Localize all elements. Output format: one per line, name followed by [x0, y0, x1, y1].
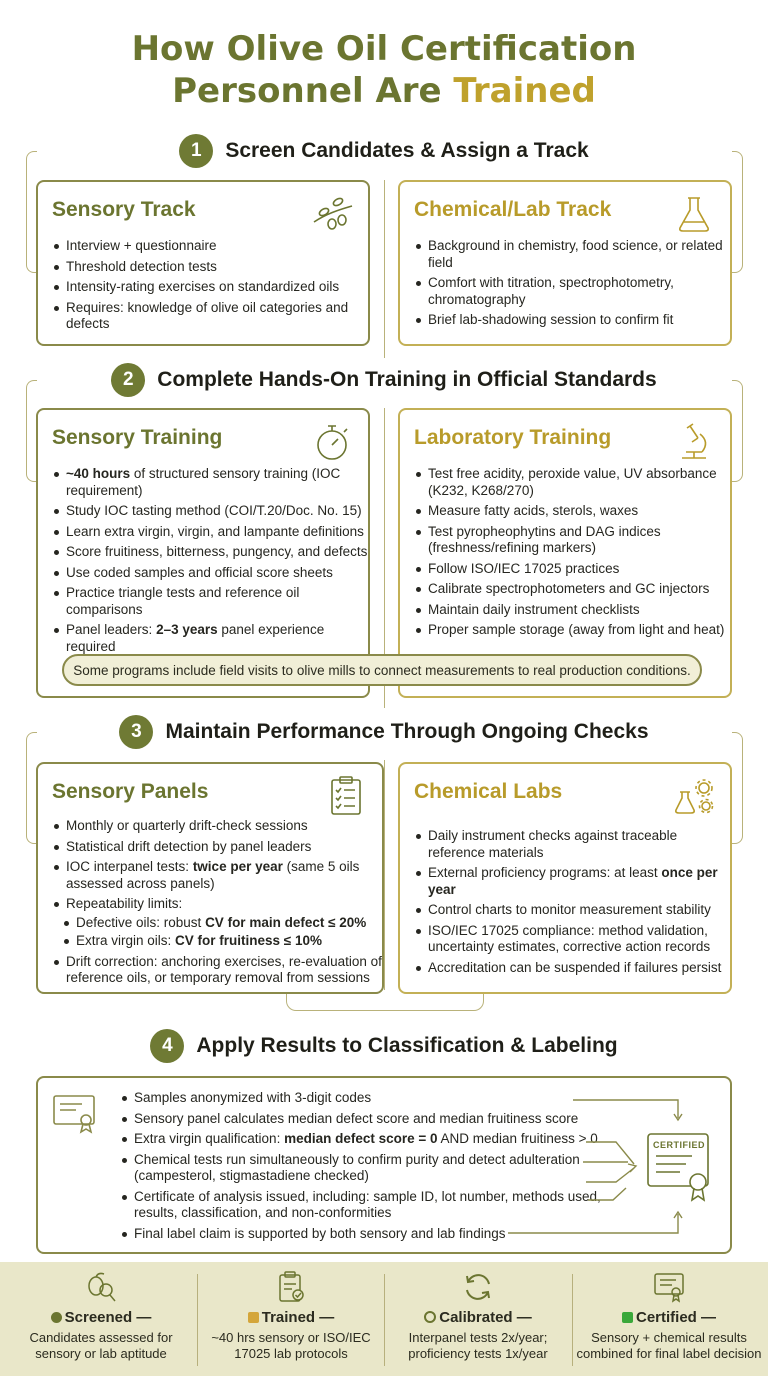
list-item	[76, 915, 394, 932]
ioc-rest: (same 5 oils assessed across panels)	[66, 859, 360, 891]
list-item: Learn extra virgin, virgin, and lampante definitions	[66, 524, 376, 541]
list-item: Sensory panel calculates median defect score and median fruitiness score	[134, 1111, 614, 1128]
list-item: Interview + questionnaire	[66, 238, 376, 255]
chemical-track-card	[398, 180, 732, 346]
sensory-training-list	[50, 466, 376, 659]
connector-center-1	[384, 180, 385, 358]
footer-certified-head: Certified —	[574, 1309, 764, 1326]
footer-divider	[384, 1274, 385, 1366]
title-line-2	[0, 70, 768, 112]
step-2	[0, 360, 768, 400]
step-4-title: Apply Results to Classification & Labeling	[196, 1034, 618, 1057]
list-item: Drift correction: anchoring exercises, re-evaluation of reference oils, or temporary removal from sessions	[66, 954, 394, 987]
list-item: Samples anonymized with 3-digit codes	[134, 1090, 604, 1107]
defective-label: Defective oils: robust	[76, 914, 206, 930]
footer-divider	[197, 1274, 198, 1366]
flow-arrows	[38, 1078, 734, 1256]
list-item: Monthly or quarterly drift-check sessions	[66, 818, 394, 835]
external-proficiency-frequency: once per year	[428, 865, 718, 897]
title-accent: Trained	[453, 71, 596, 111]
olive-branch-icon	[310, 192, 354, 236]
sensory-track-card	[36, 180, 370, 346]
clipboard-icon	[248, 1312, 259, 1323]
flask-icon	[672, 192, 716, 236]
list-item: Test pyropheophytins and DAG indices (freshness/refining markers)	[428, 524, 738, 557]
list-item: Certificate of analysis issued, including: sample ID, lot number, methods used, results, classification, and non-conformities	[134, 1189, 604, 1222]
list-item: Maintain daily instrument checklists	[428, 602, 738, 619]
list-item: Background in chemistry, food science, or related field	[428, 238, 728, 271]
chemical-labs-title: Chemical Labs	[414, 780, 563, 803]
list-item: Accreditation can be suspended if failures persist	[428, 960, 728, 977]
training-hours: ~40 hours	[66, 466, 131, 481]
external-proficiency-label: External proficiency programs: at least	[428, 865, 662, 880]
defective-limit: CV for main defect ≤ 20%	[205, 914, 367, 930]
field-visit-note: Some programs include field visits to olive mills to connect measurements to real production conditions.	[62, 654, 702, 686]
step-1-title: Screen Candidates & Assign a Track	[225, 139, 589, 162]
list-item: Intensity-rating exercises on standardized oils	[66, 279, 376, 296]
step-1-number: 1	[179, 134, 213, 168]
checklist-clipboard-icon	[324, 774, 368, 818]
footer-calibrated	[387, 1262, 569, 1376]
panel-leaders-label: Panel leaders:	[66, 622, 157, 637]
list-item: Follow ISO/IEC 17025 practices	[428, 561, 738, 578]
clipboard-check-icon	[274, 1270, 308, 1304]
list-item: Threshold detection tests	[66, 259, 376, 276]
step-4-number: 4	[150, 1029, 184, 1063]
list-item: Calibrate spectrophotometers and GC injectors	[428, 581, 738, 598]
step-4	[0, 1026, 768, 1066]
footer-calibrated-head: Calibrated —	[387, 1309, 569, 1326]
chemical-track-title: Chemical/Lab Track	[414, 198, 612, 221]
footer-trained	[200, 1262, 382, 1376]
cycle-icon	[424, 1311, 436, 1323]
list-item: Brief lab-shadowing session to confirm fit	[428, 312, 728, 329]
sensory-panels-title: Sensory Panels	[52, 780, 209, 803]
stopwatch-icon	[310, 420, 354, 464]
footer-certified	[574, 1262, 764, 1376]
ioc-frequency: twice per year	[192, 859, 283, 874]
title-line-1: How Olive Oil Certification	[131, 29, 637, 69]
page-title	[0, 28, 768, 112]
list-item: Comfort with titration, spectrophotometry, chromatography	[428, 275, 728, 308]
ev-criterion: median defect score = 0	[284, 1131, 438, 1146]
apply-results-card	[36, 1076, 732, 1254]
list-item	[76, 933, 394, 950]
summary-footer	[0, 1262, 768, 1376]
certified-label: CERTIFIED	[652, 1140, 705, 1150]
list-item	[428, 865, 728, 898]
list-item: Chemical tests run simultaneously to confirm purity and detect adulteration (campesterol, stigmastadiene checked)	[134, 1152, 604, 1185]
list-item: Score fruitiness, bitterness, pungency, and defects	[66, 544, 376, 561]
list-item: ISO/IEC 17025 compliance: method validation, uncertainty estimates, corrective action records	[428, 923, 728, 956]
sensory-panels-list	[50, 818, 394, 991]
lab-training-list	[412, 466, 738, 643]
list-item: Practice triangle tests and reference oil comparisons	[66, 585, 376, 618]
footer-divider	[572, 1274, 573, 1366]
list-item: Daily instrument checks against traceable reference materials	[428, 828, 728, 861]
lab-training-title: Laboratory Training	[414, 426, 612, 449]
sensory-training-title: Sensory Training	[52, 426, 223, 449]
step-3-number: 3	[119, 715, 153, 749]
sensory-track-title: Sensory Track	[52, 198, 196, 221]
list-item	[66, 859, 394, 892]
footer-trained-text: ~40 hrs sensory or ISO/IEC 17025 lab protocols	[211, 1330, 371, 1361]
panel-leaders-rest: panel experience required	[66, 622, 325, 654]
footer-screened-text: Candidates assessed for sensory or lab aptitude	[29, 1330, 173, 1361]
list-item	[66, 622, 376, 655]
list-item: Statistical drift detection by panel leaders	[66, 839, 394, 856]
ioc-label: IOC interpanel tests:	[66, 859, 193, 874]
step-2-number: 2	[111, 363, 145, 397]
extra-virgin-limit: CV for fruitiness ≤ 10%	[175, 933, 322, 948]
olive-icon	[51, 1312, 62, 1323]
list-item: Final label claim is supported by both sensory and lab findings	[134, 1226, 604, 1243]
step-3	[0, 712, 768, 752]
list-item: Test free acidity, peroxide value, UV absorbance (K232, K268/270)	[428, 466, 738, 499]
sensory-panels-card	[36, 762, 384, 994]
step-2-title: Complete Hands-On Training in Official Standards	[157, 368, 657, 391]
footer-trained-head: Trained —	[200, 1309, 382, 1326]
footer-certified-text: Sensory + chemical results combined for final label decision	[576, 1330, 762, 1361]
check-icon	[622, 1312, 633, 1323]
ev-label: Extra virgin qualification:	[134, 1131, 285, 1146]
list-item: Study IOC tasting method (COI/T.20/Doc. No. 15)	[66, 503, 376, 520]
extra-virgin-label: Extra virgin oils:	[76, 933, 176, 948]
list-item: Repeatability limits:	[66, 896, 394, 913]
olive-search-icon	[84, 1270, 118, 1304]
microscope-icon	[672, 420, 716, 464]
ev-rest: AND median fruitiness > 0	[437, 1131, 598, 1146]
list-item: Proper sample storage (away from light and heat)	[428, 622, 738, 639]
certificate-icon	[652, 1270, 686, 1304]
chemical-track-list	[412, 238, 728, 333]
refresh-icon	[461, 1270, 495, 1304]
training-hours-rest: of structured sensory training (IOC requirement)	[66, 466, 341, 498]
panel-leaders-years: 2–3 years	[156, 622, 218, 637]
flask-gear-icon	[672, 774, 716, 818]
list-item: Measure fatty acids, sterols, waxes	[428, 503, 738, 520]
step-1	[0, 131, 768, 171]
list-item	[66, 466, 376, 499]
footer-calibrated-text: Interpanel tests 2x/year; proficiency tests 1x/year	[408, 1330, 548, 1361]
footer-screened	[8, 1262, 194, 1376]
title-line-2a: Personnel Are	[172, 71, 454, 111]
list-item: Use coded samples and official score sheets	[66, 565, 376, 582]
list-item: Requires: knowledge of olive oil categories and defects	[66, 300, 376, 333]
footer-screened-head: Screened —	[8, 1309, 194, 1326]
list-item: Control charts to monitor measurement stability	[428, 902, 728, 919]
chemical-labs-list	[412, 828, 728, 980]
sensory-track-list	[50, 238, 376, 337]
chemical-labs-card	[398, 762, 732, 994]
step-3-title: Maintain Performance Through Ongoing Checks	[165, 720, 649, 743]
